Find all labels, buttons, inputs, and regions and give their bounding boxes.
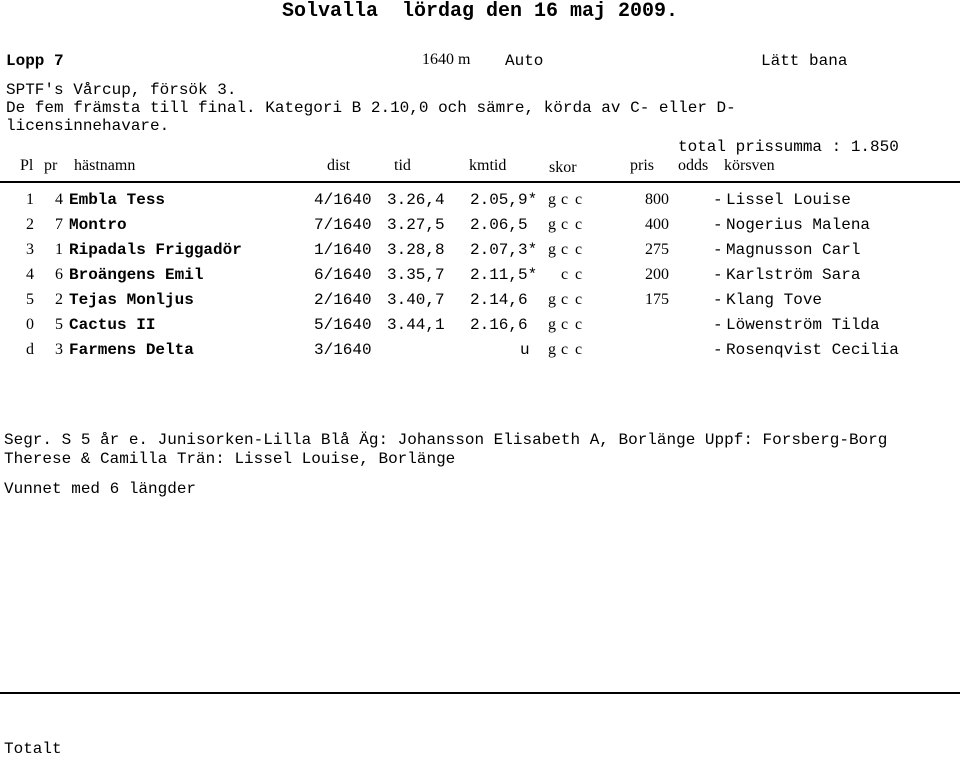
row-horse-name: Farmens Delta <box>69 341 194 359</box>
row-shoe-c2: c <box>575 316 583 333</box>
footer-divider <box>0 692 960 694</box>
row-time: 3.27,5 <box>387 216 445 234</box>
row-dist: 4/1640 <box>314 191 372 209</box>
row-shoe-c1: c <box>561 341 569 358</box>
row-time: 3.40,7 <box>387 291 445 309</box>
row-shoe-c2: c <box>575 341 583 358</box>
col-skor: skor <box>549 159 577 176</box>
row-shoe-c2: c <box>575 266 583 283</box>
row-dash: - <box>713 241 723 259</box>
col-odds: odds <box>678 157 709 174</box>
row-shoe-c1: c <box>561 216 569 233</box>
row-shoe-g: g <box>548 316 556 333</box>
row-dist: 1/1640 <box>314 241 372 259</box>
col-pris: pris <box>630 157 654 174</box>
row-driver: Karlström Sara <box>726 266 861 284</box>
row-post-position: 7 <box>55 216 63 233</box>
race-start-type: Auto <box>505 52 544 70</box>
row-shoe-c2: c <box>575 191 583 208</box>
row-shoe-g: g <box>548 216 556 233</box>
table-row <box>0 242 960 262</box>
row-dash: - <box>713 266 723 284</box>
row-placement: 4 <box>26 266 34 283</box>
table-row <box>0 317 960 337</box>
row-post-position: 6 <box>55 266 63 283</box>
row-driver: Rosenqvist Cecilia <box>726 341 899 359</box>
row-kmtime: 2.14,6 <box>470 291 528 309</box>
row-kmtime: 2.11,5* <box>470 266 538 284</box>
row-driver: Nogerius Malena <box>726 216 871 234</box>
row-shoe-g: g <box>548 241 556 258</box>
row-horse-name: Cactus II <box>69 316 156 334</box>
col-tid: tid <box>394 157 411 174</box>
row-kmtime: 2.07,3* <box>470 241 538 259</box>
table-row <box>0 292 960 312</box>
race-description-line-3: licensinnehavare. <box>6 117 170 135</box>
row-shoe-c1: c <box>561 291 569 308</box>
row-dist: 2/1640 <box>314 291 372 309</box>
row-post-position: 4 <box>55 191 63 208</box>
row-horse-name: Ripadals Friggadör <box>69 241 242 259</box>
row-post-position: 5 <box>55 316 63 333</box>
table-row <box>0 267 960 287</box>
row-placement: 0 <box>26 316 34 333</box>
winner-info-line-1: Segr. S 5 år e. Junisorken-Lilla Blå Äg: Johansson Elisabeth A, Borlänge Uppf: Forsberg-Borg <box>4 431 888 449</box>
row-dash: - <box>713 216 723 234</box>
col-dist: dist <box>327 157 351 174</box>
row-placement: d <box>26 341 34 358</box>
row-dash: - <box>713 341 723 359</box>
row-dist: 3/1640 <box>314 341 372 359</box>
row-kmtime: u <box>520 341 530 359</box>
table-row <box>0 192 960 212</box>
row-horse-name: Broängens Emil <box>69 266 204 284</box>
row-shoe-c1: c <box>561 241 569 258</box>
header-divider <box>0 181 960 183</box>
row-kmtime: 2.16,6 <box>470 316 528 334</box>
row-prize: 800 <box>645 191 669 208</box>
race-description-line-2: De fem främsta till final. Kategori B 2.10,0 och sämre, körda av C- eller D- <box>6 99 736 117</box>
winner-info-line-2: Therese & Camilla Trän: Lissel Louise, Borlänge <box>4 450 456 468</box>
row-horse-name: Montro <box>69 216 127 234</box>
row-placement: 5 <box>26 291 34 308</box>
row-shoe-g: g <box>548 341 556 358</box>
table-row <box>0 342 960 362</box>
row-time: 3.44,1 <box>387 316 445 334</box>
row-driver: Lissel Louise <box>726 191 851 209</box>
row-shoe-c2: c <box>575 241 583 258</box>
row-time: 3.26,4 <box>387 191 445 209</box>
row-time: 3.35,7 <box>387 266 445 284</box>
col-name: hästnamn <box>74 157 136 174</box>
race-description-line-1: SPTF's Vårcup, försök 3. <box>6 81 237 99</box>
row-driver: Klang Tove <box>726 291 823 309</box>
row-shoe-c2: c <box>575 216 583 233</box>
row-shoe-c1: c <box>561 191 569 208</box>
row-dist: 5/1640 <box>314 316 372 334</box>
col-kmtid: kmtid <box>469 157 507 174</box>
row-post-position: 2 <box>55 291 63 308</box>
col-driver: körsven <box>724 157 775 174</box>
row-post-position: 1 <box>55 241 63 258</box>
row-shoe-c1: c <box>561 316 569 333</box>
row-shoe-c2: c <box>575 291 583 308</box>
race-distance: 1640 m <box>422 51 471 68</box>
row-kmtime: 2.06,5 <box>470 216 528 234</box>
row-dist: 6/1640 <box>314 266 372 284</box>
row-prize: 275 <box>645 241 669 258</box>
row-dist: 7/1640 <box>314 216 372 234</box>
row-dash: - <box>713 191 723 209</box>
row-placement: 1 <box>26 191 34 208</box>
page-title: Solvalla lördag den 16 maj 2009. <box>281 0 679 23</box>
row-post-position: 3 <box>55 341 63 358</box>
row-prize: 175 <box>645 291 669 308</box>
race-label: Lopp 7 <box>6 52 64 70</box>
row-prize: 400 <box>645 216 669 233</box>
row-shoe-g: g <box>548 291 556 308</box>
row-dash: - <box>713 316 723 334</box>
col-pr: pr <box>44 157 58 174</box>
row-shoe-c1: c <box>561 266 569 283</box>
table-row <box>0 217 960 237</box>
row-driver: Magnusson Carl <box>726 241 861 259</box>
row-dash: - <box>713 291 723 309</box>
col-pl: Pl <box>20 157 34 174</box>
row-placement: 2 <box>26 216 34 233</box>
row-kmtime: 2.05,9* <box>470 191 538 209</box>
winning-margin: Vunnet med 6 längder <box>4 480 197 498</box>
row-driver: Löwenström Tilda <box>726 316 880 334</box>
total-label: Totalt <box>4 740 62 758</box>
total-prize: total prissumma : 1.850 <box>678 138 899 156</box>
row-horse-name: Tejas Monljus <box>69 291 194 309</box>
row-prize: 200 <box>645 266 669 283</box>
row-horse-name: Embla Tess <box>69 191 166 209</box>
row-placement: 3 <box>26 241 34 258</box>
row-shoe-g: g <box>548 191 556 208</box>
race-track-condition: Lätt bana <box>761 52 848 70</box>
row-time: 3.28,8 <box>387 241 445 259</box>
